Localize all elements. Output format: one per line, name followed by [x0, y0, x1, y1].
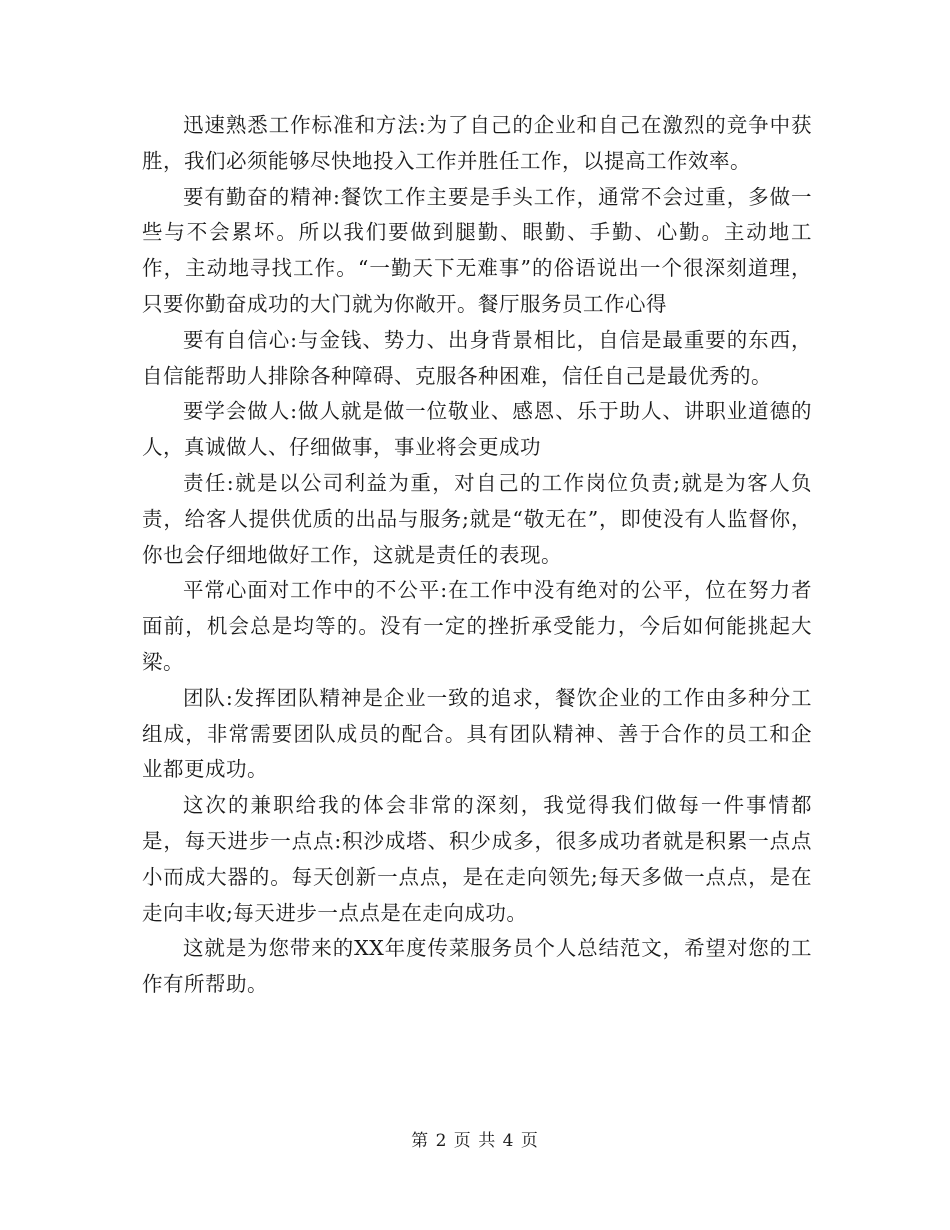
paragraph-teamwork: 团队:发挥团队精神是企业一致的追求，餐饮企业的工作由多种分工组成，非常需要团队成员的配合。具有团队精神、善于合作的员工和企业都更成功。 [142, 685, 812, 782]
paragraph-conduct: 要学会做人:做人就是做一位敬业、感恩、乐于助人、讲职业道德的人，真诚做人、仔细做事，事业将会更成功 [142, 399, 812, 460]
document-body [142, 108, 812, 1003]
paragraph-responsibility: 责任:就是以公司利益为重，对自己的工作岗位负责;就是为客人负责，给客人提供优质的出品与服务;就是“敬无在”，即使没有人监督你，你也会仔细地做好工作，这就是责任的表现。 [142, 470, 812, 567]
paragraph-diligence: 要有勤奋的精神:餐饮工作主要是手头工作，通常不会过重，多做一些与不会累坏。所以我们要做到腿勤、眼勤、手勤、心勤。主动地工作，主动地寻找工作。“一勤天下无难事”的俗语说出一个很深刻道理，只要你勤奋成功的大门就为你敞开。餐厅服务员工作心得 [142, 184, 812, 316]
paragraph-experience: 这次的兼职给我的体会非常的深刻，我觉得我们做每一件事情都是，每天进步一点点:积沙成塔、积少成多，很多成功者就是积累一点点小而成大器的。每天创新一点点，是在走向领先;每天多做一点点，是在走向丰收;每天进步一点点是在走向成功。 [142, 793, 812, 925]
paragraph-familiarize-standards: 迅速熟悉工作标准和方法:为了自己的企业和自己在激烈的竞争中获胜，我们必须能够尽快地投入工作并胜任工作，以提高工作效率。 [142, 113, 812, 173]
paragraph-confidence: 要有自信心:与金钱、势力、出身背景相比，自信是最重要的东西，自信能帮助人排除各种障碍、克服各种困难，信任自己是最优秀的。 [142, 327, 812, 388]
paragraph-closing: 这就是为您带来的XX年度传菜服务员个人总结范文，希望对您的工作有所帮助。 [142, 936, 812, 997]
paragraph-fairness: 平常心面对工作中的不公平:在工作中没有绝对的公平，位在努力者面前，机会总是均等的。没有一定的挫折承受能力，今后如何能挑起大梁。 [142, 578, 812, 674]
page-number-footer: 第 2 页 共 4 页 [411, 1131, 539, 1151]
